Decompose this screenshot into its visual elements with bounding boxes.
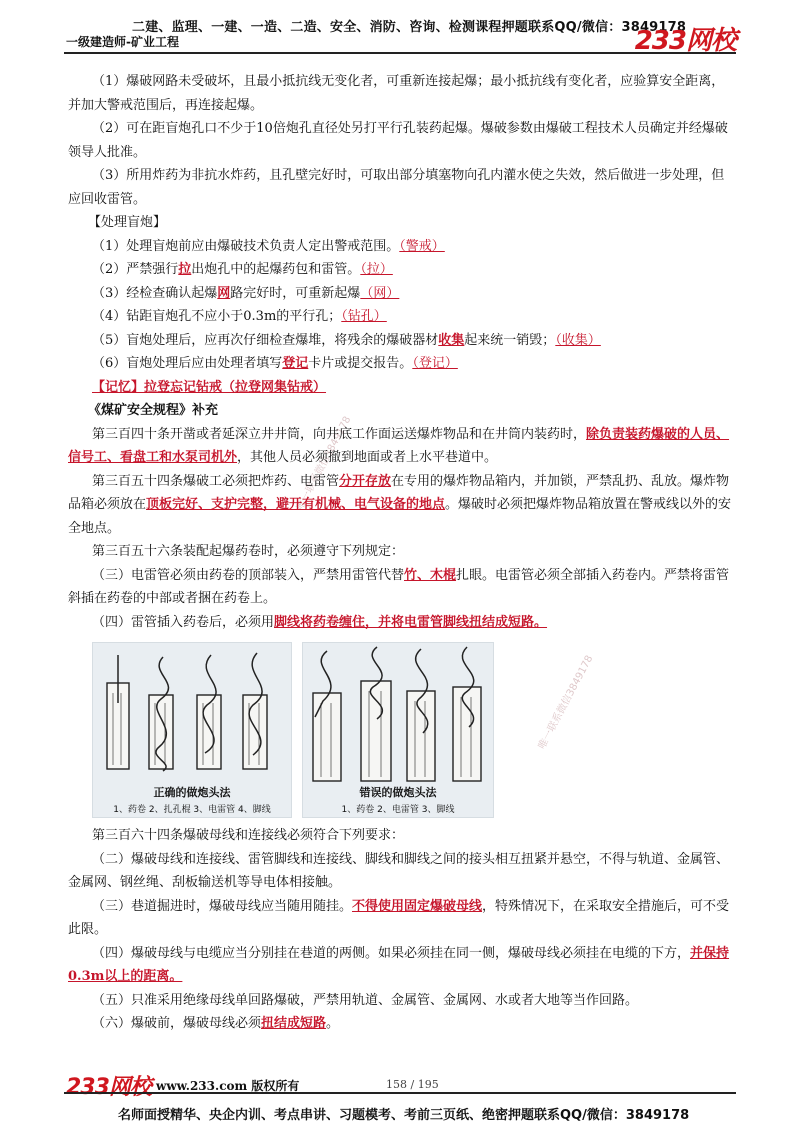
correct-primer-figure: [92, 642, 292, 818]
footer-copyright[interactable]: www.233.com 版权所有: [156, 1079, 300, 1093]
clause-text: ，其他人员必须撤到地面或者上水平巷道中。: [237, 450, 498, 465]
keyword-highlight: （钻孔）: [341, 309, 387, 324]
watermark: 唯一联系微信3849178: [536, 653, 596, 752]
step-text: （6）盲炮处理后应由处理者填写: [92, 356, 283, 371]
paragraph: （1）爆破网路未受破坏，且最小抵抗线无变化者，可重新连接起爆；最小抵抗线有变化者，应验算安全距离，并加大警戒范围后，再连接起爆。: [68, 74, 725, 113]
figure-legend: 1、药卷 2、扎孔棍 3、电雷管 4、脚线: [113, 805, 271, 815]
regulation-item: [68, 1012, 736, 1036]
step-text: 卡片或提交报告。: [308, 356, 413, 371]
clause-text: 。爆破时必须把爆炸物品箱放置在警戒线以外的安全地点。: [68, 497, 732, 536]
misfire-step: [68, 329, 736, 353]
regulation-item: （五）只准采用绝缘母线单回路爆破，严禁用轨道、金属管、金属网、水或者大地等当作回路。: [92, 992, 639, 1008]
keyword-highlight: 收集: [438, 332, 465, 348]
clause-text: 。: [326, 1016, 340, 1031]
misfire-step: [68, 235, 736, 259]
misfire-step: [68, 282, 736, 306]
clause-text: 扎眼。电雷管必须全部插入药卷内。严禁将雷管斜插在药卷的中部或者捆在药卷上。: [68, 567, 730, 606]
header-divider: [64, 52, 736, 54]
footer-promo: 名师面授精华、央企内训、考点串讲、习题模考、考前三页纸、绝密押题联系QQ/微信：3849178: [118, 1108, 690, 1123]
step-text: （3）经检查确认起爆: [92, 285, 218, 301]
keyword-highlight: 分开存放: [339, 473, 392, 489]
keyword-highlight: 竹、木棍: [404, 567, 457, 583]
step-text: （5）盲炮处理后，应再次仔细检查爆堆，将残余的爆破器材: [92, 332, 439, 348]
step-text: （2）严禁强行: [92, 262, 179, 277]
regulation-item: [68, 942, 736, 989]
keyword-highlight: 脚线将药卷缠住，并将电雷管脚线扭结成短路。: [274, 614, 548, 630]
header-promo: 二建、监理、一建、一造、二造、安全、消防、咨询、检测课程押题联系QQ/微信：3849178: [132, 20, 687, 35]
misfire-step: [68, 352, 736, 376]
keyword-highlight: 拉: [178, 262, 192, 277]
regulation-title: 《煤矿安全规程》补充: [88, 403, 219, 418]
misfire-step: [68, 305, 736, 329]
step-text: 出炮孔中的起爆药包和雷管。: [191, 262, 361, 277]
keyword-highlight: 网: [217, 285, 231, 301]
keyword-highlight: 除负责装药爆破的人员、信号工、看盘工和水泵司机外: [68, 426, 730, 465]
misfire-step: [68, 258, 736, 282]
keyword-highlight: 并保持0.3m以上的距离。: [68, 945, 730, 984]
footer-divider: [64, 1092, 736, 1094]
clause-text: （六）爆破前，爆破母线必须: [92, 1016, 262, 1031]
clause-text: 在专用的爆炸物品箱内，并加锁，严禁乱扔、乱放。爆炸物品箱必须放在: [68, 473, 730, 512]
regulation-item: （二）爆破母线和连接线、雷管脚线和连接线、脚线和脚线之间的接头相互扭紧并悬空，不得与轨道、金属管、金属网、钢丝绳、刮板输送机等导电体相接触。: [68, 851, 730, 890]
header-subtitle: 一级建造师-矿业工程: [66, 35, 179, 49]
watermark: 唯一联系微信3849178: [294, 414, 354, 513]
keyword-highlight: （收集）: [555, 332, 601, 348]
regulation-clause: [68, 470, 736, 541]
clause-text: 第三百五十四条爆破工必须把炸药、电雷管: [92, 473, 340, 489]
keyword-highlight: （警戒）: [399, 238, 445, 254]
clause-text: （三）巷道掘进时，爆破母线应当随用随挂。: [92, 898, 353, 914]
section-title: 【处理盲炮】: [88, 215, 167, 230]
regulation-item: [68, 611, 736, 635]
step-text: （1）处理盲炮前应由爆破技术负责人定出警戒范围。: [92, 238, 400, 254]
document-body: [68, 70, 736, 1036]
figure-caption: 正确的做炮头法: [153, 786, 231, 799]
clause-text: （四）雷管插入药卷后，必须用: [92, 614, 275, 630]
keyword-highlight: 不得使用固定爆破母线: [352, 898, 483, 914]
page-number: 158 / 195: [386, 1078, 439, 1091]
primer-figures: [92, 642, 736, 818]
clause-text: 第三百四十条开凿或者延深立井井筒，向井底工作面运送爆炸物品和在井筒内装药时，: [92, 426, 587, 442]
keyword-highlight: （登记）: [412, 356, 458, 371]
keyword-highlight: 登记: [282, 356, 309, 371]
step-text: 起来统一销毁；: [464, 332, 556, 348]
regulation-item: [68, 895, 736, 942]
keyword-highlight: 扭结成短路: [261, 1016, 327, 1031]
regulation-clause: 第三百五十六条装配起爆药卷时，必须遵守下列规定：: [92, 544, 405, 559]
clause-text: （四）爆破母线与电缆应当分别挂在巷道的两侧。如果必须挂在同一侧，爆破母线必须挂在电缆的下方，: [92, 945, 691, 961]
regulation-item: [68, 564, 736, 611]
figure-legend: 1、药卷 2、电雷管 3、脚线: [341, 805, 455, 815]
paragraph: （3）所用炸药为非抗水炸药，且孔壁完好时，可取出部分填塞物向孔内灌水使之失效，然后做进一步处理，但应回收雷管。: [68, 168, 725, 207]
wrong-primer-figure: [302, 642, 494, 818]
step-text: 路完好时，可重新起爆: [230, 285, 361, 301]
paragraph: （2）可在距盲炮孔口不少于10倍炮孔直径处另打平行孔装药起爆。爆破参数由爆破工程技术人员确定并经爆破领导人批准。: [68, 121, 728, 160]
regulation-clause: 第三百六十四条爆破母线和连接线必须符合下列要求：: [92, 828, 405, 843]
memory-tip: 【记忆】拉登忘记钻戒（拉登网集钻戒）: [92, 379, 327, 395]
figure-caption: 错误的做炮头法: [359, 786, 437, 799]
keyword-highlight: （拉）: [360, 262, 393, 277]
keyword-highlight: （网）: [360, 285, 400, 301]
footer-logo[interactable]: 233网校: [66, 1075, 151, 1100]
regulation-clause: [68, 423, 736, 470]
clause-text: （三）电雷管必须由药卷的顶部装入，严禁用雷管代替: [92, 567, 405, 583]
clause-text: ，特殊情况下，在采取安全措施后，可不受此限。: [68, 898, 730, 937]
keyword-highlight: 顶板完好、支护完整，避开有机械、电气设备的地点: [146, 497, 446, 512]
step-text: （4）钻距盲炮孔不应小于0.3m的平行孔；: [92, 309, 342, 324]
brand-logo[interactable]: 233网校: [634, 26, 736, 56]
